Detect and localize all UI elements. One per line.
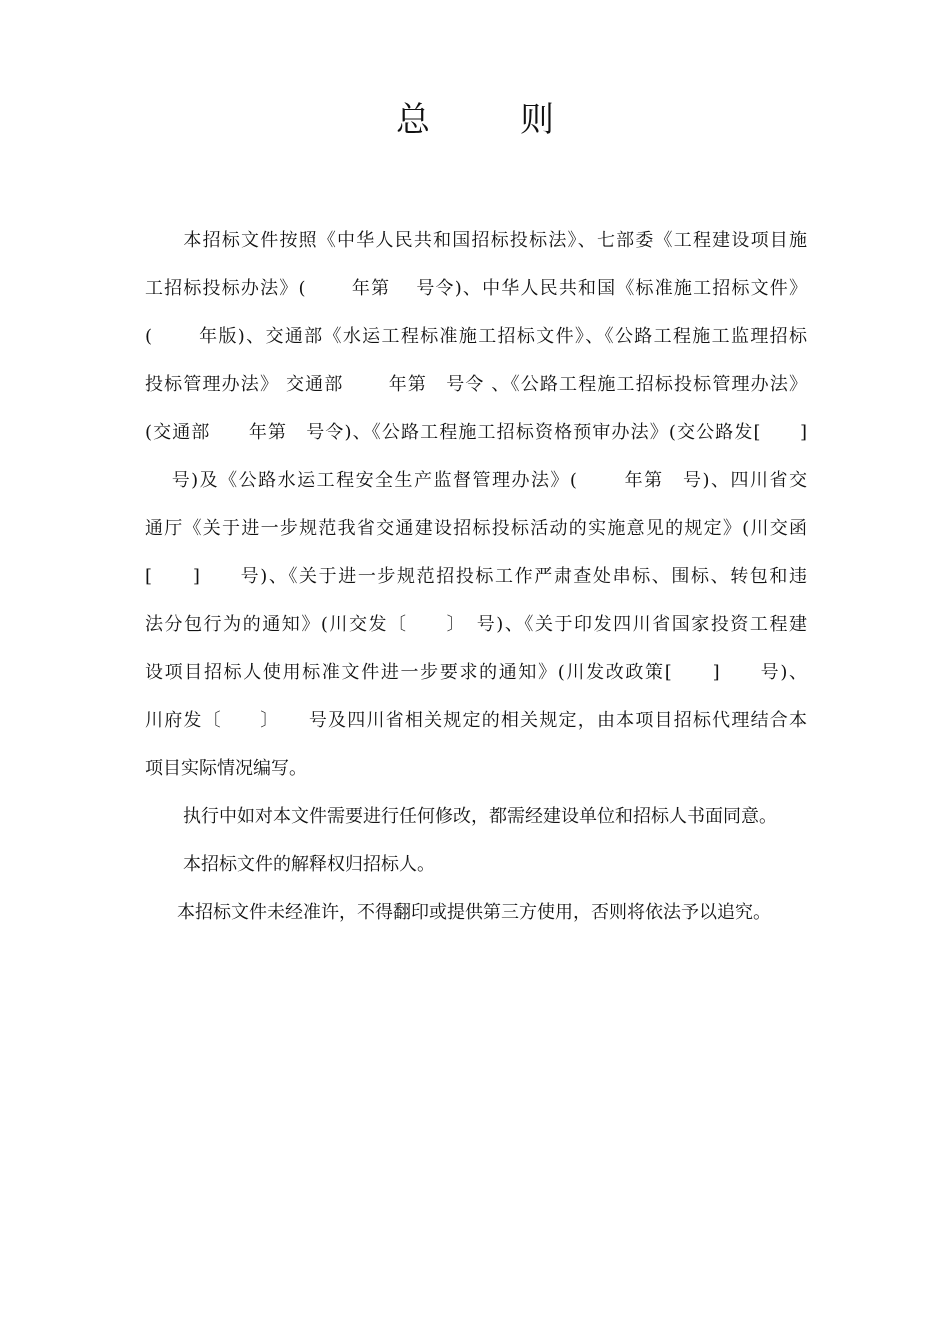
body-line-11: 川府发〔 〕 号及四川省相关规定的相关规定，由本项目招标代理结合本 xyxy=(145,710,807,731)
body-line-9: 法分包行为的通知》(川交发〔 〕 号)、《关于印发四川省国家投资工程建 xyxy=(145,614,807,635)
body-line-7: 通厅《关于进一步规范我省交通建设招标投标活动的实施意见的规定》(川交函 xyxy=(145,518,807,539)
body-line-4: 投标管理办法》 交通部 年第 号令 、《公路工程施工招标投标管理办法》 xyxy=(145,374,807,395)
body-line-3: ( 年版)、交通部《水运工程标准施工招标文件》、《公路工程施工监理招标 xyxy=(145,326,807,347)
body-line-6: 号)及《公路水运工程安全生产监督管理办法》( 年第 号)、四川省交 xyxy=(145,470,807,491)
body-line-12: 项目实际情况编写。 xyxy=(145,758,307,779)
page-title xyxy=(0,92,950,141)
paragraph-modification: 执行中如对本文件需要进行任何修改，都需经建设单位和招标人书面同意。 xyxy=(183,806,777,827)
paragraph-copyright: 本招标文件未经准许，不得翻印或提供第三方使用，否则将依法予以追究。 xyxy=(177,902,771,923)
body-line-1: 本招标文件按照《中华人民共和国招标投标法》、七部委《工程建设项目施 xyxy=(145,230,807,251)
paragraph-interpretation: 本招标文件的解释权归招标人。 xyxy=(183,854,435,875)
body-line-2: 工招标投标办法》( 年第 号令)、中华人民共和国《标准施工招标文件》 xyxy=(145,278,807,299)
body-line-10: 设项目招标人使用标准文件进一步要求的通知》(川发改政策[ ] 号)、 xyxy=(145,662,807,683)
title-char-2: 则 xyxy=(520,100,554,140)
body-line-5: (交通部 年第 号令)、《公路工程施工招标资格预审办法》(交公路发[ ] xyxy=(145,422,807,443)
title-char-1: 总 xyxy=(396,100,430,140)
body-line-8: [ ] 号)、《关于进一步规范招投标工作严肃查处串标、围标、转包和违 xyxy=(145,566,807,587)
